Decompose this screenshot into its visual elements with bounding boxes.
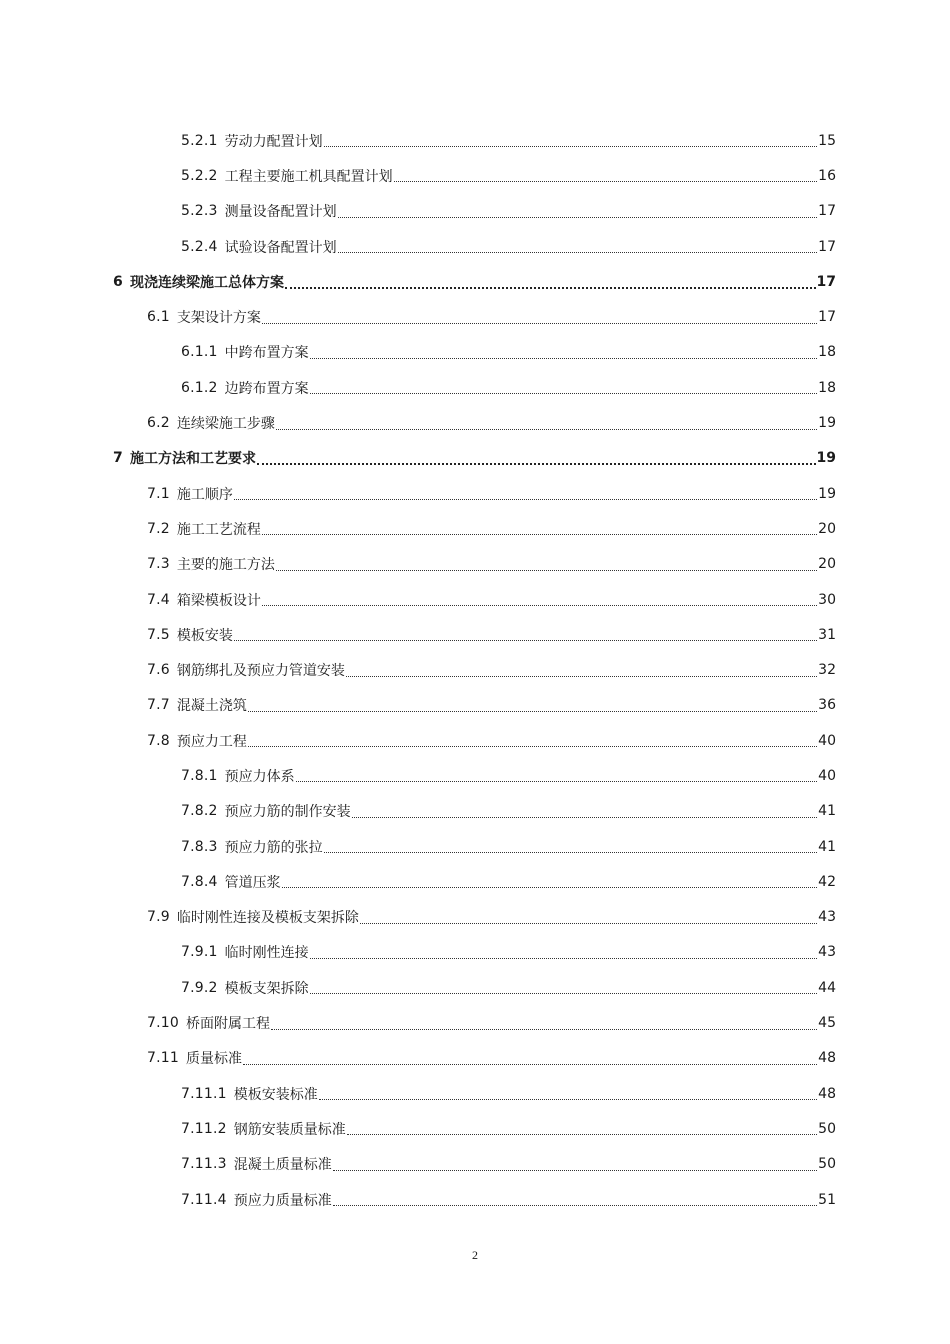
toc-entry-number: 7.8: [147, 732, 170, 749]
toc-entry[interactable]: [0, 900, 950, 935]
toc-dot-leader: [360, 909, 817, 924]
toc-entry-number: 7.11.2: [181, 1120, 227, 1137]
toc-entry-number: 6.2: [147, 415, 170, 432]
toc-entry-number: 7.9.2: [181, 979, 218, 996]
toc-entry-page: 19: [818, 415, 836, 432]
toc-entry-page: 48: [818, 1085, 836, 1102]
toc-entry-title: 测量设备配置计划: [224, 204, 337, 221]
toc-entry-title: 施工工艺流程: [176, 521, 261, 538]
toc-entry[interactable]: [0, 405, 950, 440]
toc-entry-page: 51: [818, 1191, 836, 1208]
toc-dot-leader: [276, 415, 817, 430]
toc-entry-page: 16: [818, 167, 836, 184]
toc-entry-title: 桥面附属工程: [185, 1016, 270, 1033]
toc-entry-number: 7.8.3: [181, 838, 218, 855]
toc-entry-page: 30: [818, 591, 836, 608]
toc-entry[interactable]: [0, 864, 950, 899]
toc-dot-leader: [324, 838, 818, 853]
toc-dot-leader: [248, 732, 817, 747]
toc-entry-number: 6.1.1: [181, 344, 218, 361]
toc-entry-page: 15: [818, 132, 836, 149]
toc-entry[interactable]: [0, 335, 950, 370]
table-of-contents: [0, 123, 950, 1217]
toc-dot-leader: [262, 591, 817, 606]
toc-entry-title: 临时刚性连接: [224, 945, 309, 962]
toc-dot-leader: [310, 979, 818, 994]
toc-entry-title: 临时刚性连接及模板支架拆除: [176, 910, 359, 927]
toc-entry[interactable]: [0, 617, 950, 652]
toc-entry-number: 7.6: [147, 662, 170, 679]
toc-entry[interactable]: [0, 1076, 950, 1111]
toc-entry-title: 预应力工程: [176, 733, 247, 750]
toc-entry-title: 模板安装标准: [233, 1086, 318, 1103]
toc-entry-number: 7: [113, 450, 123, 467]
toc-dot-leader: [333, 1156, 817, 1171]
toc-entry-title: 预应力体系: [224, 768, 295, 785]
toc-entry-page: 17: [816, 273, 836, 290]
toc-entry-number: 7.9: [147, 909, 170, 926]
toc-dot-leader: [234, 626, 817, 641]
toc-entry-title: 质量标准: [185, 1051, 242, 1068]
toc-entry-page: 41: [818, 838, 836, 855]
toc-entry-number: 7.10: [147, 1015, 179, 1032]
toc-entry-title: 工程主要施工机具配置计划: [224, 168, 393, 185]
toc-entry-title: 模板支架拆除: [224, 980, 309, 997]
toc-entry-title: 混凝土质量标准: [233, 1157, 332, 1174]
toc-entry-page: 17: [818, 203, 836, 220]
toc-entry-page: 36: [818, 697, 836, 714]
toc-entry-number: 7.1: [147, 485, 170, 502]
toc-entry-number: 7.8.4: [181, 873, 218, 890]
toc-entry-number: 5.2.3: [181, 203, 218, 220]
toc-entry[interactable]: [0, 970, 950, 1005]
toc-entry-page: 50: [818, 1120, 836, 1137]
toc-entry-page: 31: [818, 626, 836, 643]
toc-entry-page: 20: [818, 520, 836, 537]
toc-entry-number: 5.2.2: [181, 167, 218, 184]
toc-entry-number: 7.11.3: [181, 1156, 227, 1173]
toc-dot-leader: [319, 1085, 817, 1100]
toc-dot-leader: [338, 238, 818, 253]
toc-entry-title: 连续梁施工步骤: [176, 416, 275, 433]
toc-entry-title: 预应力筋的制作安装: [224, 804, 351, 821]
toc-dot-leader: [310, 944, 818, 959]
toc-entry-number: 7.5: [147, 626, 170, 643]
toc-dot-leader: [243, 1050, 817, 1065]
toc-entry[interactable]: [0, 1147, 950, 1182]
toc-entry-page: 17: [818, 309, 836, 326]
toc-entry[interactable]: [0, 582, 950, 617]
toc-entry-page: 50: [818, 1156, 836, 1173]
toc-entry[interactable]: [0, 194, 950, 229]
toc-entry[interactable]: [0, 1182, 950, 1217]
toc-entry-number: 7.7: [147, 697, 170, 714]
page-number: 2: [472, 1248, 478, 1262]
toc-dot-leader: [394, 167, 818, 182]
toc-entry[interactable]: [0, 935, 950, 970]
toc-entry-page: 40: [818, 732, 836, 749]
toc-entry-title: 试验设备配置计划: [224, 239, 337, 256]
toc-entry-number: 5.2.4: [181, 238, 218, 255]
toc-entry-page: 41: [818, 803, 836, 820]
toc-entry-page: 18: [818, 379, 836, 396]
toc-dot-leader: [271, 1015, 817, 1030]
toc-dot-leader: [310, 344, 818, 359]
toc-entry-title: 管道压浆: [224, 874, 281, 891]
toc-entry-page: 43: [818, 909, 836, 926]
toc-entry-title: 钢筋安装质量标准: [233, 1121, 346, 1138]
toc-entry-page: 19: [816, 450, 836, 467]
toc-dot-leader: [276, 556, 817, 571]
toc-dot-leader: [296, 767, 818, 782]
toc-entry-title: 模板安装: [176, 627, 233, 644]
toc-entry-page: 40: [818, 767, 836, 784]
toc-entry-number: 7.8.1: [181, 767, 218, 784]
toc-entry-number: 7.4: [147, 591, 170, 608]
toc-entry[interactable]: [0, 758, 950, 793]
toc-entry[interactable]: [0, 1005, 950, 1040]
toc-dot-leader: [262, 520, 817, 535]
toc-entry-number: 6.1: [147, 309, 170, 326]
toc-entry[interactable]: [0, 229, 950, 264]
toc-dot-leader: [338, 203, 818, 218]
toc-dot-leader: [324, 132, 818, 147]
toc-dot-leader: [262, 309, 817, 324]
toc-entry[interactable]: [0, 264, 950, 299]
toc-entry-title: 预应力质量标准: [233, 1192, 332, 1209]
toc-entry[interactable]: [0, 158, 950, 193]
toc-entry-number: 7.11: [147, 1050, 179, 1067]
toc-entry[interactable]: [0, 723, 950, 758]
toc-entry[interactable]: [0, 829, 950, 864]
toc-entry-title: 劳动力配置计划: [224, 133, 323, 150]
toc-entry-title: 预应力筋的张拉: [224, 839, 323, 856]
toc-entry[interactable]: [0, 688, 950, 723]
toc-entry-number: 7.11.1: [181, 1085, 227, 1102]
toc-entry-page: 20: [818, 556, 836, 573]
toc-entry-page: 17: [818, 238, 836, 255]
toc-entry-title: 混凝土浇筑: [176, 698, 247, 715]
toc-entry-number: 7.11.4: [181, 1191, 227, 1208]
toc-entry-number: 7.8.2: [181, 803, 218, 820]
toc-entry[interactable]: [0, 652, 950, 687]
toc-entry-number: 6.1.2: [181, 379, 218, 396]
toc-dot-leader: [333, 1191, 817, 1206]
toc-dot-leader: [346, 662, 817, 677]
toc-entry-number: 5.2.1: [181, 132, 218, 149]
toc-entry[interactable]: [0, 794, 950, 829]
toc-entry[interactable]: [0, 511, 950, 546]
toc-entry-number: 7.9.1: [181, 944, 218, 961]
toc-entry[interactable]: [0, 370, 950, 405]
toc-entry-title: 箱梁模板设计: [176, 592, 261, 609]
toc-entry-title: 边跨布置方案: [224, 380, 309, 397]
toc-dot-leader: [257, 449, 816, 465]
toc-entry-number: 7.2: [147, 520, 170, 537]
toc-dot-leader: [234, 485, 817, 500]
toc-entry[interactable]: [0, 476, 950, 511]
toc-dot-leader: [282, 873, 818, 888]
toc-entry[interactable]: [0, 1041, 950, 1076]
toc-entry-title: 钢筋绑扎及预应力管道安装: [176, 663, 345, 680]
toc-entry-number: 6: [113, 273, 123, 290]
toc-entry-page: 42: [818, 873, 836, 890]
toc-entry-title: 施工方法和工艺要求: [129, 451, 256, 468]
toc-entry-title: 施工顺序: [176, 486, 233, 503]
toc-entry[interactable]: [0, 123, 950, 158]
toc-entry[interactable]: [0, 441, 950, 476]
toc-dot-leader: [285, 273, 816, 289]
toc-entry-page: 32: [818, 662, 836, 679]
toc-entry[interactable]: [0, 299, 950, 334]
toc-dot-leader: [310, 379, 818, 394]
toc-entry-title: 主要的施工方法: [176, 557, 275, 574]
toc-dot-leader: [248, 697, 817, 712]
toc-entry[interactable]: [0, 1111, 950, 1146]
toc-dot-leader: [352, 803, 818, 818]
toc-dot-leader: [347, 1120, 817, 1135]
toc-entry-page: 44: [818, 979, 836, 996]
toc-entry-title: 支架设计方案: [176, 310, 261, 327]
toc-entry-page: 48: [818, 1050, 836, 1067]
toc-entry-page: 19: [818, 485, 836, 502]
toc-entry[interactable]: [0, 547, 950, 582]
toc-entry-page: 18: [818, 344, 836, 361]
toc-entry-page: 43: [818, 944, 836, 961]
toc-entry-number: 7.3: [147, 556, 170, 573]
toc-entry-title: 中跨布置方案: [224, 345, 309, 362]
toc-entry-page: 45: [818, 1015, 836, 1032]
toc-entry-title: 现浇连续梁施工总体方案: [129, 274, 284, 291]
